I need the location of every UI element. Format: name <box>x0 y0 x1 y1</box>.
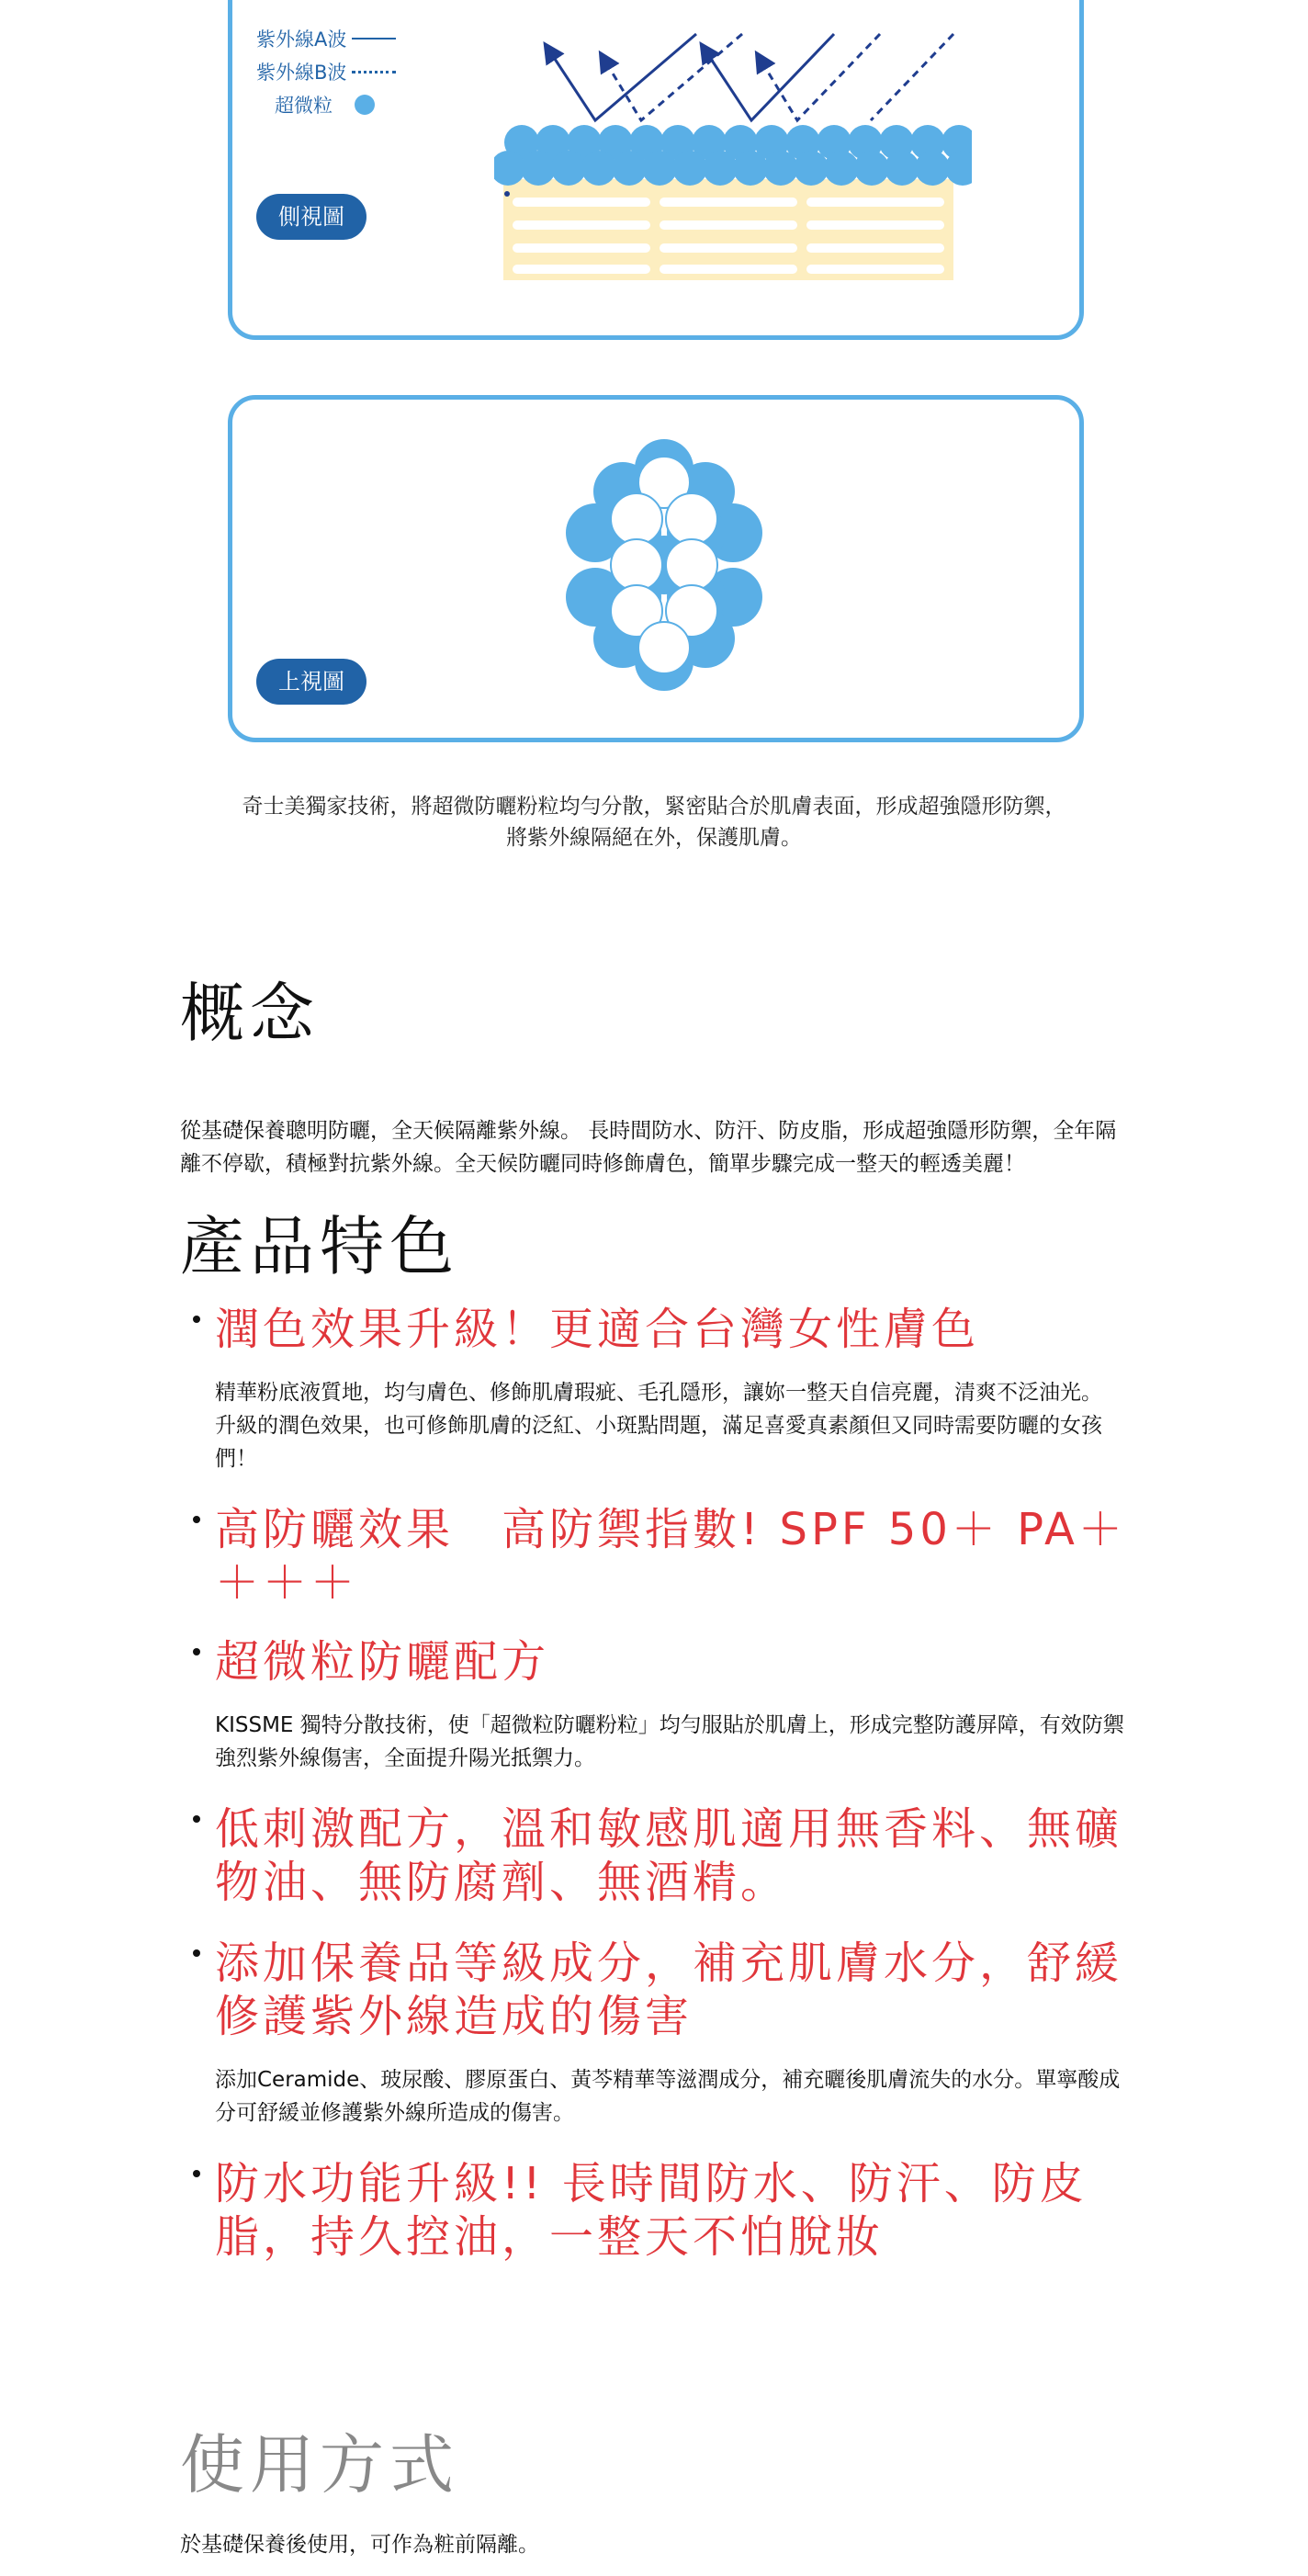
particle <box>885 151 919 186</box>
legend-uva-label: 紫外線A波 <box>256 28 347 51</box>
skin-layer-illustration <box>503 179 953 280</box>
usage-body: 於基礎保養後使用，可作為粧前隔離。 <box>180 2533 539 2557</box>
particle <box>733 151 768 186</box>
legend-uvb <box>256 58 396 85</box>
skin-stripe <box>660 220 797 230</box>
particle <box>581 151 616 186</box>
particle-marker <box>504 191 510 197</box>
particle-highlight <box>666 539 717 591</box>
skin-stripe <box>513 220 650 230</box>
skin-stripe <box>806 220 944 230</box>
uvb-ray <box>871 34 953 120</box>
dotted-line-icon <box>352 71 396 73</box>
particle <box>521 151 556 186</box>
feature-list <box>180 1303 1135 2264</box>
skin-stripe <box>660 243 797 253</box>
skin-stripe <box>513 198 650 207</box>
skin-stripe <box>660 265 797 274</box>
side-view-badge: 側視圖 <box>256 194 366 240</box>
feature-desc: KISSME 獨特分散技術，使「超微粒防曬粉粒」均勻服貼於肌膚上，形成完整防護屏障，有效防禦強烈紫外線傷害，全面提升陽光抵禦力。 <box>215 1713 1124 1770</box>
usage-title: 使用方式 <box>180 2427 459 2503</box>
skin-stripe <box>513 243 650 253</box>
particle-dot-icon <box>355 95 375 115</box>
concept-body: 從基礎保養聰明防曬，全天候隔離紫外線。 長時間防水、防汗、防皮脂，形成超強隱形防禦，全年隔離不停歇，積極對抗紫外線。全天候防曬同時修飾膚色，簡單步驟完成一整天的輕透美麗！ <box>180 1119 1117 1176</box>
top-view-diagram <box>228 395 1084 742</box>
concept-title: 概念 <box>180 976 320 1051</box>
side-view-diagram <box>228 0 1084 340</box>
features-title: 產品特色 <box>180 1209 459 1284</box>
skin-stripe <box>806 243 944 253</box>
feature-heading: 低刺激配方，溫和敏感肌適用無香料、無礦物油、無防腐劑、無酒精。 <box>215 1803 1123 1908</box>
feature-item <box>180 2157 1135 2264</box>
legend-particle <box>275 91 375 119</box>
particle <box>915 151 950 186</box>
skin-stripe <box>660 198 797 207</box>
legend-uva <box>256 25 396 52</box>
top-view-badge: 上視圖 <box>256 659 366 705</box>
particle-highlight <box>611 539 662 591</box>
particle <box>672 151 707 186</box>
particle <box>551 151 586 186</box>
feature-heading: 高防曬效果 高防禦指數! SPF 50＋ PA＋＋＋＋ <box>215 1504 1126 1609</box>
particle-cluster-illustration <box>540 432 788 707</box>
particle-highlight <box>638 622 690 673</box>
feature-item <box>180 1635 1135 1775</box>
diagram-caption: 奇士美獨家技術，將超微防曬粉粒均勻分散，緊密貼合於肌膚表面，形成超強隱形防禦，將紫外線隔絕在外，保護肌膚。 <box>242 795 1066 850</box>
skin-stripe <box>513 265 650 274</box>
uva-ray <box>549 34 696 120</box>
feature-heading: 添加保養品等級成分，補充肌膚水分，舒緩修護紫外線造成的傷害 <box>215 1938 1123 2042</box>
particle <box>794 151 829 186</box>
legend-particle-label: 超微粒 <box>275 95 333 117</box>
solid-line-icon <box>352 38 396 40</box>
feature-item <box>180 1303 1135 1475</box>
feature-item <box>180 1802 1135 1909</box>
skin-stripe <box>806 265 944 274</box>
feature-desc: 升級的潤色效果，也可修飾肌膚的泛紅、小斑點問題，滿足喜愛真素顏但又同時需要防曬的女孩們！ <box>215 1414 1102 1471</box>
particle-highlight <box>666 493 717 545</box>
feature-heading: 超微粒防曬配方 <box>215 1636 550 1688</box>
particle-highlight <box>611 493 662 545</box>
feature-item <box>180 1503 1135 1610</box>
feature-desc: 添加Ceramide、玻尿酸、膠原蛋白、黃芩精華等滋潤成分，補充曬後肌膚流失的水分。單寧酸成分可舒緩並修護紫外線所造成的傷害。 <box>215 2068 1121 2125</box>
legend-uvb-label: 紫外線B波 <box>256 62 347 84</box>
feature-heading: 潤色效果升級！更適合台灣女性膚色 <box>215 1304 980 1355</box>
skin-stripe <box>806 198 944 207</box>
particle <box>612 151 647 186</box>
feature-heading: 防水功能升級!! 長時間防水、防汗、防皮脂，持久控油，一整天不怕脫妝 <box>215 2158 1088 2263</box>
particle <box>854 151 889 186</box>
particle <box>763 151 798 186</box>
particle <box>703 151 738 186</box>
feature-item <box>180 1937 1135 2130</box>
feature-desc: 精華粉底液質地，均勻膚色、修飾肌膚瑕疵、毛孔隱形，讓妳一整天自信亮麗，清爽不泛油光。 <box>215 1381 1102 1405</box>
particle <box>642 151 677 186</box>
sunscreen-layer-illustration <box>494 32 972 308</box>
particle <box>824 151 859 186</box>
uv-rays-illustration <box>549 34 953 120</box>
